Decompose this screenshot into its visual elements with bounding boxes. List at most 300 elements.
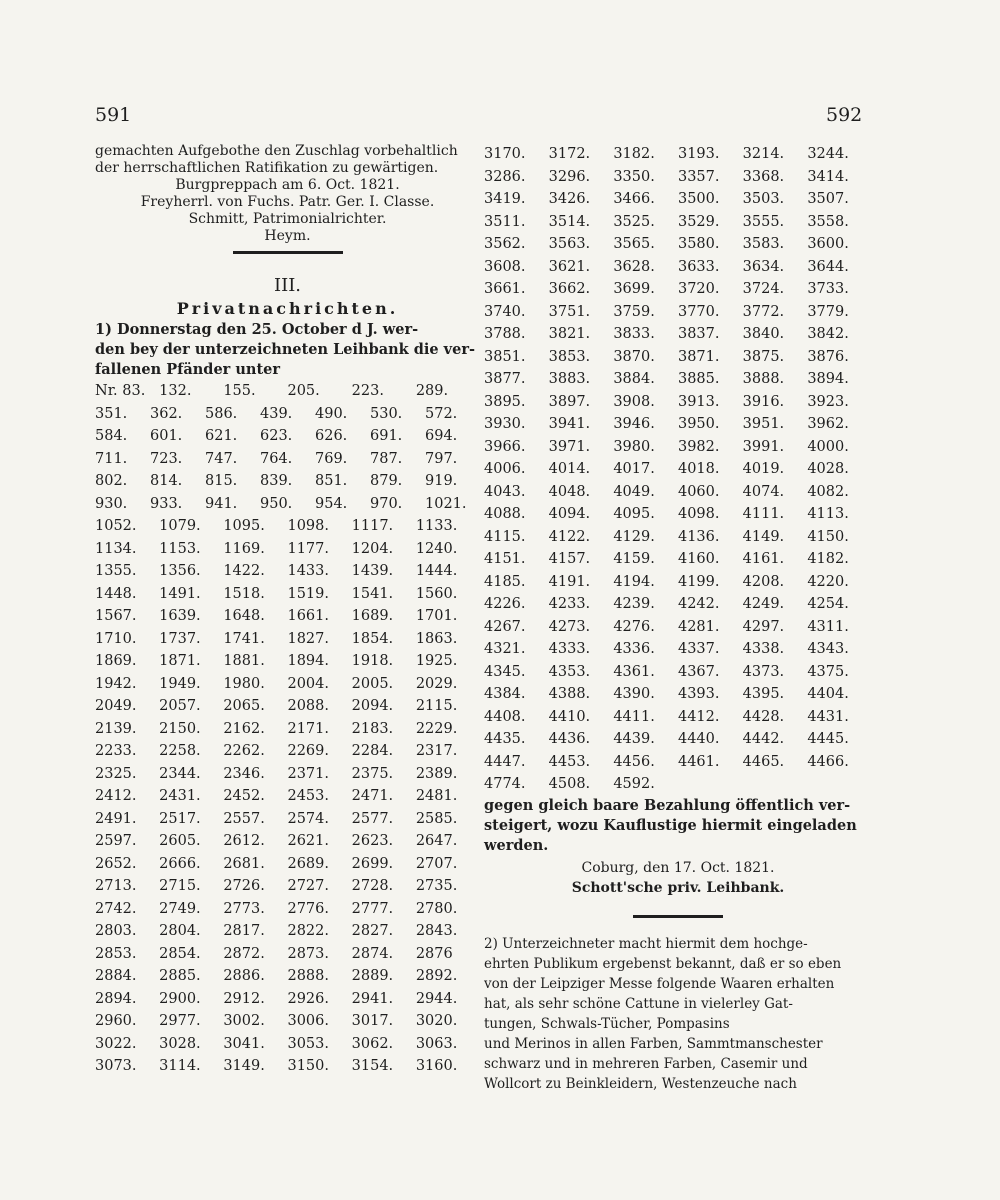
pledge-number: 4465.: [742, 753, 785, 770]
pledge-number: 4436.: [548, 731, 591, 747]
pledge-number: 815.: [205, 473, 238, 489]
pledge-number: 4220.: [807, 573, 849, 590]
notice-line: 1) Donnerstag den 25. October d J. wer-: [95, 321, 419, 338]
pledge-number: 2941.: [351, 990, 394, 1007]
pledge-number: 1560.: [415, 585, 458, 602]
pledge-number: 2088.: [287, 698, 329, 714]
pledge-number: 1871.: [159, 653, 201, 669]
pledge-number: 2262.: [223, 743, 265, 759]
pledge-number: 2960.: [95, 1013, 137, 1029]
pledge-number: 4048.: [548, 483, 591, 500]
intro-line: der herrschaftlichen Ratifikation zu gewärtigen.: [95, 160, 439, 176]
pledge-number: 4373.: [742, 663, 785, 680]
pledge-number: 970.: [370, 495, 403, 512]
pledge-number: 155.: [223, 383, 256, 399]
pledge-number: 2727.: [287, 878, 329, 894]
pledge-number: 2325.: [95, 765, 137, 782]
pledge-number: 3182.: [613, 146, 655, 162]
pledge-number: 3833.: [613, 326, 655, 342]
left-column: [95, 143, 480, 1078]
pledge-number: 4129.: [613, 528, 655, 545]
pledge-number: 2344.: [159, 765, 201, 782]
pledge-number: 3154.: [351, 1058, 394, 1074]
pledge-number: 2876: [415, 945, 453, 962]
pledge-number: 4098.: [677, 506, 720, 522]
pledge-number: 2389.: [415, 765, 458, 782]
pledge-number: 4361.: [613, 663, 655, 680]
pledge-number: 4151.: [484, 551, 526, 567]
pledge-number: 3507.: [807, 191, 849, 207]
pledge-number: 4150.: [807, 528, 849, 545]
pledge-number: 2726.: [223, 878, 265, 894]
pledge-number: 3368.: [742, 168, 785, 185]
pledge-number: 3621.: [548, 258, 591, 275]
pledge-number: 3150.: [287, 1058, 329, 1074]
pledge-number: 1356.: [159, 563, 201, 579]
pledge-number: 4060.: [677, 483, 720, 500]
pledge-number: 4311.: [807, 618, 849, 635]
pledge-number: 1567.: [95, 608, 137, 624]
pledge-number: 3357.: [677, 168, 720, 185]
pledge-number: 797.: [425, 450, 458, 467]
pledge-number: 2713.: [95, 878, 137, 894]
pledge-number: 1863.: [415, 630, 458, 647]
pledge-number: 2453.: [287, 788, 329, 804]
pledge-number: 2886.: [223, 968, 265, 984]
pledge-number: 2728.: [351, 878, 394, 894]
pledge-number: 2139.: [95, 720, 137, 737]
pledge-number: 3916.: [742, 393, 785, 410]
pledge-number: 1701.: [415, 608, 458, 624]
pledge-number: 747.: [205, 450, 238, 467]
pledge-number: 3871.: [677, 348, 720, 365]
pledge-number: 4049.: [613, 483, 655, 500]
pledge-number: 802.: [95, 473, 128, 489]
place-date: Coburg, den 17. Oct. 1821.: [581, 859, 775, 876]
pledge-number: 1854.: [351, 630, 394, 647]
pledge-number: 4239.: [613, 596, 655, 612]
pledge-number: 3414.: [807, 168, 849, 185]
pledge-number: 3962.: [807, 416, 849, 432]
pledge-number: 851.: [315, 473, 348, 489]
pledge-number: 3419.: [484, 191, 526, 207]
pledge-number: 2885.: [159, 968, 201, 984]
pledge-number: 2233.: [95, 743, 137, 759]
pledge-number: 1925.: [415, 653, 458, 669]
pledge-number: 3821.: [548, 326, 591, 342]
pledge-number: 351.: [95, 405, 128, 422]
page-number-left: 591: [95, 104, 132, 126]
pledge-number: 2777.: [351, 900, 394, 917]
pledge-number: 4094.: [548, 506, 591, 522]
pledge-number: 2481.: [415, 788, 458, 804]
right-column: [484, 143, 872, 1094]
pledge-number-rows: [95, 515, 480, 1078]
pledge-number: 2699.: [351, 855, 394, 872]
pledge-number: 1098.: [287, 518, 329, 534]
pledge-number: 1980.: [223, 675, 265, 692]
pledge-number: 4019.: [742, 461, 785, 477]
pledge-number: 1240.: [415, 540, 458, 557]
nr-row: [95, 380, 480, 403]
pledge-number: 1827.: [287, 630, 329, 647]
pledge-number: 4043.: [484, 483, 526, 500]
pledge-number: 3941.: [548, 416, 591, 432]
pledge-number: 4018.: [677, 461, 720, 477]
pledge-number: 3022.: [95, 1035, 137, 1052]
pledge-number: 4439.: [613, 731, 655, 747]
pledge-number: 3503.: [742, 191, 785, 207]
pledge-number: 3244.: [807, 146, 849, 162]
pledge-number: 4136.: [677, 528, 720, 545]
pledge-number: 3875.: [742, 348, 785, 365]
pledge-number: 2412.: [95, 788, 137, 804]
pledge-number: 2621.: [287, 833, 329, 849]
pledge-number: 3172.: [548, 146, 591, 162]
pledge-number: 3895.: [484, 393, 526, 410]
pledge-number: 950.: [260, 495, 293, 512]
pledge-number: 4157.: [548, 551, 591, 567]
pledge-number: 3563.: [548, 236, 591, 252]
pledge-number: 3883.: [548, 371, 591, 387]
pledge-number: 4390.: [613, 686, 655, 702]
pledge-number: 1021.: [425, 495, 467, 512]
pledge-number: 1153.: [159, 540, 201, 557]
pledge-number: 3555.: [742, 213, 785, 230]
signature-line: Schmitt, Patrimonialrichter.: [188, 211, 387, 227]
pledge-number: 4428.: [742, 708, 785, 725]
pledge-number: 3779.: [807, 303, 849, 320]
pledge-number: 3720.: [677, 281, 720, 297]
pledge-number: 623.: [260, 428, 293, 444]
pledge-number: 3350.: [613, 168, 655, 185]
pledge-number: 4412.: [677, 708, 720, 725]
pledge-number: 4199.: [677, 573, 720, 590]
pledge-number: 839.: [260, 473, 293, 489]
pledge-number-table-left: [95, 403, 480, 1078]
pledge-number: 1942.: [95, 675, 137, 692]
pledge-number: 2094.: [351, 698, 394, 714]
pledge-number: 1052.: [95, 518, 137, 534]
pledge-number: 4408.: [484, 708, 526, 725]
pledge-number: 1134.: [95, 540, 137, 557]
pledge-number: 4082.: [807, 483, 849, 500]
pledge-number: 787.: [370, 450, 403, 467]
pledge-number: 3661.: [484, 281, 526, 297]
pledge-number: 2057.: [159, 698, 201, 714]
pledge-number: 3644.: [807, 258, 849, 275]
pledge-number: 3633.: [677, 258, 720, 275]
pledge-number: 4338.: [742, 641, 785, 657]
pledge-number: 3073.: [95, 1058, 137, 1074]
pledge-number: 3877.: [484, 371, 526, 387]
notice-line: den bey der unterzeichneten Leihbank die ver-: [95, 341, 475, 358]
intro-line: Burgpreppach am 6. Oct. 1821.: [175, 177, 400, 193]
pledge-number: 4345.: [484, 663, 526, 680]
pledge-number: 3897.: [548, 393, 591, 410]
pledge-number: 601.: [150, 428, 183, 444]
pledge-number: 2162.: [223, 720, 265, 737]
pledge-number: 4453.: [548, 753, 591, 770]
pledge-number: 4159.: [613, 551, 655, 567]
pledge-number: 2471.: [351, 788, 394, 804]
pledge-number: 2873.: [287, 945, 329, 962]
pledge-number: 2773.: [223, 900, 265, 917]
pledge-number: Nr. 83.: [95, 383, 146, 399]
pledge-number: 3053.: [287, 1035, 329, 1052]
pledge-number: 3514.: [548, 213, 591, 230]
pledge-number: 3950.: [677, 416, 720, 432]
pledge-number: 2065.: [223, 698, 265, 714]
pledge-number: 4447.: [484, 753, 526, 770]
pledge-number: 3894.: [807, 371, 849, 387]
pledge-number: 3840.: [742, 326, 785, 342]
pledge-number: 3020.: [415, 1013, 458, 1029]
pledge-number: 3733.: [807, 281, 849, 297]
pledge-number: 2735.: [415, 878, 458, 894]
pledge-number: 4028.: [807, 461, 849, 477]
pledge-number: 4249.: [742, 596, 785, 612]
pledge-number: 2776.: [287, 900, 329, 917]
pledge-number: 1355.: [95, 563, 137, 579]
pledge-number: 954.: [315, 495, 348, 512]
pledge-number: 1741.: [223, 630, 265, 647]
pledge-number: 1422.: [223, 563, 265, 579]
pledge-number: 3946.: [613, 416, 655, 432]
pledge-number: 2183.: [351, 720, 394, 737]
pledge-number: 2926.: [287, 990, 329, 1007]
pledge-number: 3286.: [484, 168, 526, 185]
pledge-number: 4333.: [548, 641, 591, 657]
pledge-number: 2803.: [95, 923, 137, 939]
pledge-number: 4375.: [807, 663, 849, 680]
pledge-number: 4442.: [742, 731, 785, 747]
pledge-number: 2171.: [287, 720, 329, 737]
pledge-number: 3565.: [613, 236, 655, 252]
pledge-number: 3634.: [742, 258, 785, 275]
pledge-number: 3063.: [415, 1035, 458, 1052]
pledge-number: 814.: [150, 473, 183, 489]
pledge-number: 2666.: [159, 855, 201, 872]
pledge-number: 2585.: [415, 810, 458, 827]
pledge-number: 711.: [95, 450, 128, 467]
pledge-number: 3002.: [223, 1013, 265, 1029]
pledge-number: 4242.: [677, 596, 720, 612]
pledge-number: 3466.: [613, 191, 655, 207]
pledge-number: 4254.: [807, 596, 849, 612]
pledge-number: 4014.: [548, 461, 591, 477]
pledge-number: 4367.: [677, 663, 720, 680]
pledge-number: 4297.: [742, 618, 785, 635]
pledge-number: 2004.: [287, 675, 329, 692]
pledge-number: 919.: [425, 473, 458, 489]
pledge-number: 1444.: [415, 563, 458, 579]
pledge-number: 3562.: [484, 236, 526, 252]
pledge-number: 2817.: [223, 923, 265, 939]
pledge-number: 4411.: [613, 708, 655, 725]
pledge-number: 4384.: [484, 686, 526, 702]
pledge-number: 2317.: [415, 743, 458, 759]
pledge-number: 2912.: [223, 990, 265, 1007]
pledge-number: 3837.: [677, 326, 720, 342]
pledge-number: 2115.: [415, 698, 458, 714]
pledge-number: 2005.: [351, 675, 394, 692]
pledge-number: 2854.: [159, 945, 201, 962]
divider: [233, 251, 343, 254]
pledge-number: 4111.: [742, 506, 785, 522]
pledge-number: 694.: [425, 428, 458, 444]
pledge-number: 3114.: [159, 1058, 201, 1074]
pledge-number: 3600.: [807, 236, 849, 252]
pledge-number: 723.: [150, 450, 183, 467]
pledge-number: 490.: [315, 405, 348, 422]
pledge-number: 1639.: [159, 608, 201, 624]
pledge-number: 439.: [260, 405, 293, 422]
pledge-number: 2804.: [159, 923, 201, 939]
pledge-number: 4321.: [484, 641, 526, 657]
pledge-number: 2872.: [223, 945, 265, 962]
pledge-number: 4000.: [807, 438, 849, 455]
pledge-number: 3583.: [742, 236, 785, 252]
closing-line: gegen gleich baare Bezahlung öffentlich ver-: [484, 796, 851, 814]
pledge-number: 1894.: [287, 653, 329, 669]
pledge-number: 769.: [315, 450, 348, 467]
pledge-number: 3842.: [807, 326, 849, 342]
pledge-number: 3296.: [548, 168, 591, 185]
pledge-number-table-right: [484, 143, 872, 796]
pledge-number: 1433.: [287, 563, 329, 579]
pledge-number: 1541.: [351, 585, 394, 602]
pledge-number: 4194.: [613, 573, 655, 590]
pledge-number: 4395.: [742, 686, 785, 702]
pledge-number: 572.: [425, 405, 458, 422]
pledge-number: 2049.: [95, 698, 137, 714]
pledge-number: 2884.: [95, 968, 137, 984]
pledge-number: 4122.: [548, 528, 591, 545]
pledge-number: 3876.: [807, 348, 849, 365]
pledge-number: 3885.: [677, 371, 720, 387]
pledge-number: 205.: [287, 383, 320, 399]
bank-signature: Schott'sche priv. Leihbank.: [571, 879, 785, 896]
pledge-number: 3062.: [351, 1035, 394, 1052]
pledge-number: 2431.: [159, 788, 201, 804]
pledge-number: 3628.: [613, 258, 655, 275]
pledge-number: 2577.: [351, 810, 394, 827]
intro-line: gemachten Aufgebothe den Zuschlag vorbehaltlich: [95, 143, 458, 159]
pledge-number: 4149.: [742, 528, 785, 545]
pledge-number: 2597.: [95, 833, 137, 849]
pledge-number: 3853.: [548, 348, 591, 365]
pledge-number: 4393.: [677, 686, 720, 702]
pledge-number-rows: [95, 403, 480, 516]
pledge-number: 3511.: [484, 213, 526, 230]
pledge-number: 1519.: [287, 585, 329, 602]
pledge-number: 1518.: [223, 585, 265, 602]
pledge-number: 2029.: [415, 675, 458, 692]
pledge-number: 3980.: [613, 438, 655, 455]
pledge-number: 4208.: [742, 573, 785, 590]
pledge-number: 3662.: [548, 281, 591, 297]
pledge-number: 3870.: [613, 348, 655, 365]
pledge-number: 4276.: [613, 618, 655, 635]
pledge-number: 2742.: [95, 900, 137, 917]
pledge-number: 4466.: [807, 753, 849, 770]
pledge-number: 362.: [150, 405, 183, 422]
pledge-number: 4281.: [677, 618, 720, 635]
pledge-number: 2689.: [287, 855, 329, 872]
pledge-number: 1737.: [159, 630, 201, 647]
pledge-number: 2605.: [159, 833, 201, 849]
pledge-number: 3851.: [484, 348, 526, 365]
pledge-number: 1949.: [159, 675, 201, 692]
pledge-number: 3017.: [351, 1013, 394, 1029]
pledge-number: 2647.: [415, 833, 458, 849]
pledge-number: 2889.: [351, 968, 394, 984]
pledge-number: 3608.: [484, 258, 526, 275]
pledge-number: 4508.: [548, 776, 591, 792]
pledge-number: 2843.: [415, 923, 458, 939]
pledge-number: 2827.: [351, 923, 394, 939]
pledge-number: 2612.: [223, 833, 265, 849]
pledge-number: 1177.: [287, 540, 329, 557]
pledge-number: 132.: [159, 383, 192, 399]
pledge-number: 3788.: [484, 326, 526, 342]
pledge-number: 2894.: [95, 990, 137, 1007]
pledge-number: 621.: [205, 428, 238, 444]
pledge-number: 2557.: [223, 810, 265, 827]
pledge-number: 4456.: [613, 753, 655, 770]
pledge-number: 4774.: [484, 776, 526, 792]
pledge-number: 2681.: [223, 855, 265, 872]
pledge-number: 3982.: [677, 438, 720, 455]
pledge-number: 2150.: [159, 720, 201, 737]
pledge-number: 1881.: [223, 653, 265, 669]
pledge-number: 3951.: [742, 416, 785, 432]
pledge-number: 3525.: [613, 213, 655, 230]
pledge-number: 3930.: [484, 416, 526, 432]
pledge-number: 2229.: [415, 720, 458, 737]
notice2-line: 2) Unterzeichneter macht hiermit dem hochge-: [484, 935, 808, 952]
pledge-number: 941.: [205, 495, 238, 512]
pledge-number: 584.: [95, 428, 128, 444]
pledge-number: 4353.: [548, 663, 591, 680]
pledge-number: 1117.: [351, 518, 394, 534]
pledge-number: 2707.: [415, 855, 458, 872]
pledge-number: 2822.: [287, 923, 329, 939]
pledge-number: 4267.: [484, 618, 526, 635]
notice2-line: hat, als sehr schöne Cattune in vielerley Gat-: [484, 995, 793, 1012]
pledge-number: 1689.: [351, 608, 394, 624]
pledge-number: 3913.: [677, 393, 720, 410]
pledge-number: 2371.: [287, 765, 329, 782]
pledge-number: 4410.: [548, 708, 591, 725]
pledge-number: 4161.: [742, 551, 785, 567]
pledge-number: 3041.: [223, 1035, 265, 1052]
notice2-line: von der Leipziger Messe folgende Waaren erhalten: [484, 975, 835, 992]
pledge-number: 3770.: [677, 303, 720, 320]
pledge-number: 3426.: [548, 191, 591, 207]
pledge-number: 3170.: [484, 146, 526, 162]
pledge-number: 3740.: [484, 303, 526, 320]
pledge-number: 530.: [370, 405, 403, 422]
pledge-number: 1439.: [351, 563, 394, 579]
pledge-number: 2944.: [415, 990, 458, 1007]
pledge-number: 3991.: [742, 438, 785, 455]
pledge-number: 3772.: [742, 303, 785, 320]
pledge-number: 4115.: [484, 528, 526, 545]
pledge-number: 1661.: [287, 608, 329, 624]
notice2-line: Wollcort zu Beinkleidern, Westenzeuche nach: [484, 1075, 797, 1092]
